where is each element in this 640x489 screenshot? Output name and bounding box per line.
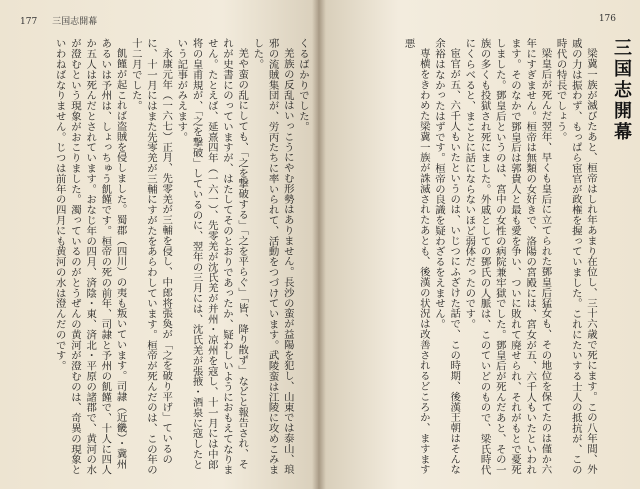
right-page-number: 176 <box>598 14 616 24</box>
paragraph: 永康元年（一六七）正月、先零羌が三輔を侵し、中郎将張奐が「之を破り平げ」ているのに、十一月にはまた先零羌が三輔にすがたをあらわしています。桓帝が死んだのは、この年の十二月でした。 <box>129 38 173 475</box>
chapter-title: 三国志開幕 <box>611 38 632 143</box>
left-page-number: 177 <box>20 17 38 27</box>
left-running-head: 三国志開幕 <box>52 17 98 27</box>
paragraph: 飢饉が起これば盗賊を侵しました。蜀郡（四川）の夷も叛いています。司隷（近畿）・冀州あるいは予州は、しょっちゅう飢饉です。桓帝の死の前年、司隷と予州の飢饉で、十人に四人か五人は死んだとされています。おなじ年の四月、済陰・東、済北・平原の諸郡で、黄河の水が澄むという現象がおこりました。濁っているのがとうぜんの黄河が澄むのは、奇異の現象といわねばなりません。じつは前年の四月にも黄河の水は澄んだのです。 <box>53 38 127 475</box>
paragraph: 梁皇后が死んだ翌年、早くも皇后に立てられた鄧皇后猛女も、その地位を保てたのは僅か六年にすぎません。桓帝は無類の女好きで、洛陽の宮殿には、宮女が五、六千人もいたといわれます。そのなかで鄧皇后は郭貴人と最も愛を争い、ついに敗れて廃せられ、それがもとで憂死しました。鄧皇后というのは、宮中の女性の病院兼牢獄でした。鄧皇后が死んだあと、その一族の多くも投獄され死にました。外戚としての鄧氏の人脈は、このていどのもので、梁氏時代にくらべると、まことに話にならないほど弱体だったのです。 <box>463 38 552 475</box>
paragraph: 羌族の反乱はいっこうにやむ形勢はありません。長沙の蛮が益陽を犯し、山東では泰山、琅邪の流賊集団が、労丙たちに率いられて、活動をつづけています。武陵蛮は江陵に攻めこみました。 <box>251 38 294 475</box>
paragraph: 羌や蛮の乱にしても、「之を撃破する」「之を平らぐ」「皆、降り散ず」などと報告され、それが史書にのっていますが、はたしてそのとおりであったか、疑わしいようにおもえてなりません。たとえば、延熹四年（一六一）、先零羌が沈氏羌が并州・凉州を寇し、十一月には中郎将の皇甫規が、「之を撃破」しているのに、翌年の三月には、沈氏羌が張掖・酒泉に寇したという記事がみえます。 <box>175 38 249 475</box>
right-page <box>318 0 640 489</box>
right-page-header <box>599 14 616 24</box>
paragraph: 専横をきわめた梁冀一族が誅滅されたあとも、後漢の状況は改善されるどころか、ますます悪 <box>402 38 430 475</box>
right-page-body <box>336 38 598 478</box>
paragraph: くるばかりでした。 <box>297 38 309 132</box>
left-page-body <box>14 38 310 478</box>
left-page-header <box>20 14 97 27</box>
paragraph: 梁冀一族が滅びたあと、桓帝はしれ年あまり在位し、三十六歳で死にます。この八年間、外戚の力は振わず、もっぱら宦官が政権を握っていました。これにたいする士人の抵抗が、この時代の特長でしょう。 <box>554 38 597 475</box>
paragraph: 宦官が五、六千人もいたというのは、いじつにふざけた話で、この時期、後漢王朝はそんな余裕はなかったはずです。桓帝の良識を疑わざるをえません。 <box>432 38 461 475</box>
left-page <box>0 0 318 489</box>
book-gutter <box>312 0 326 489</box>
